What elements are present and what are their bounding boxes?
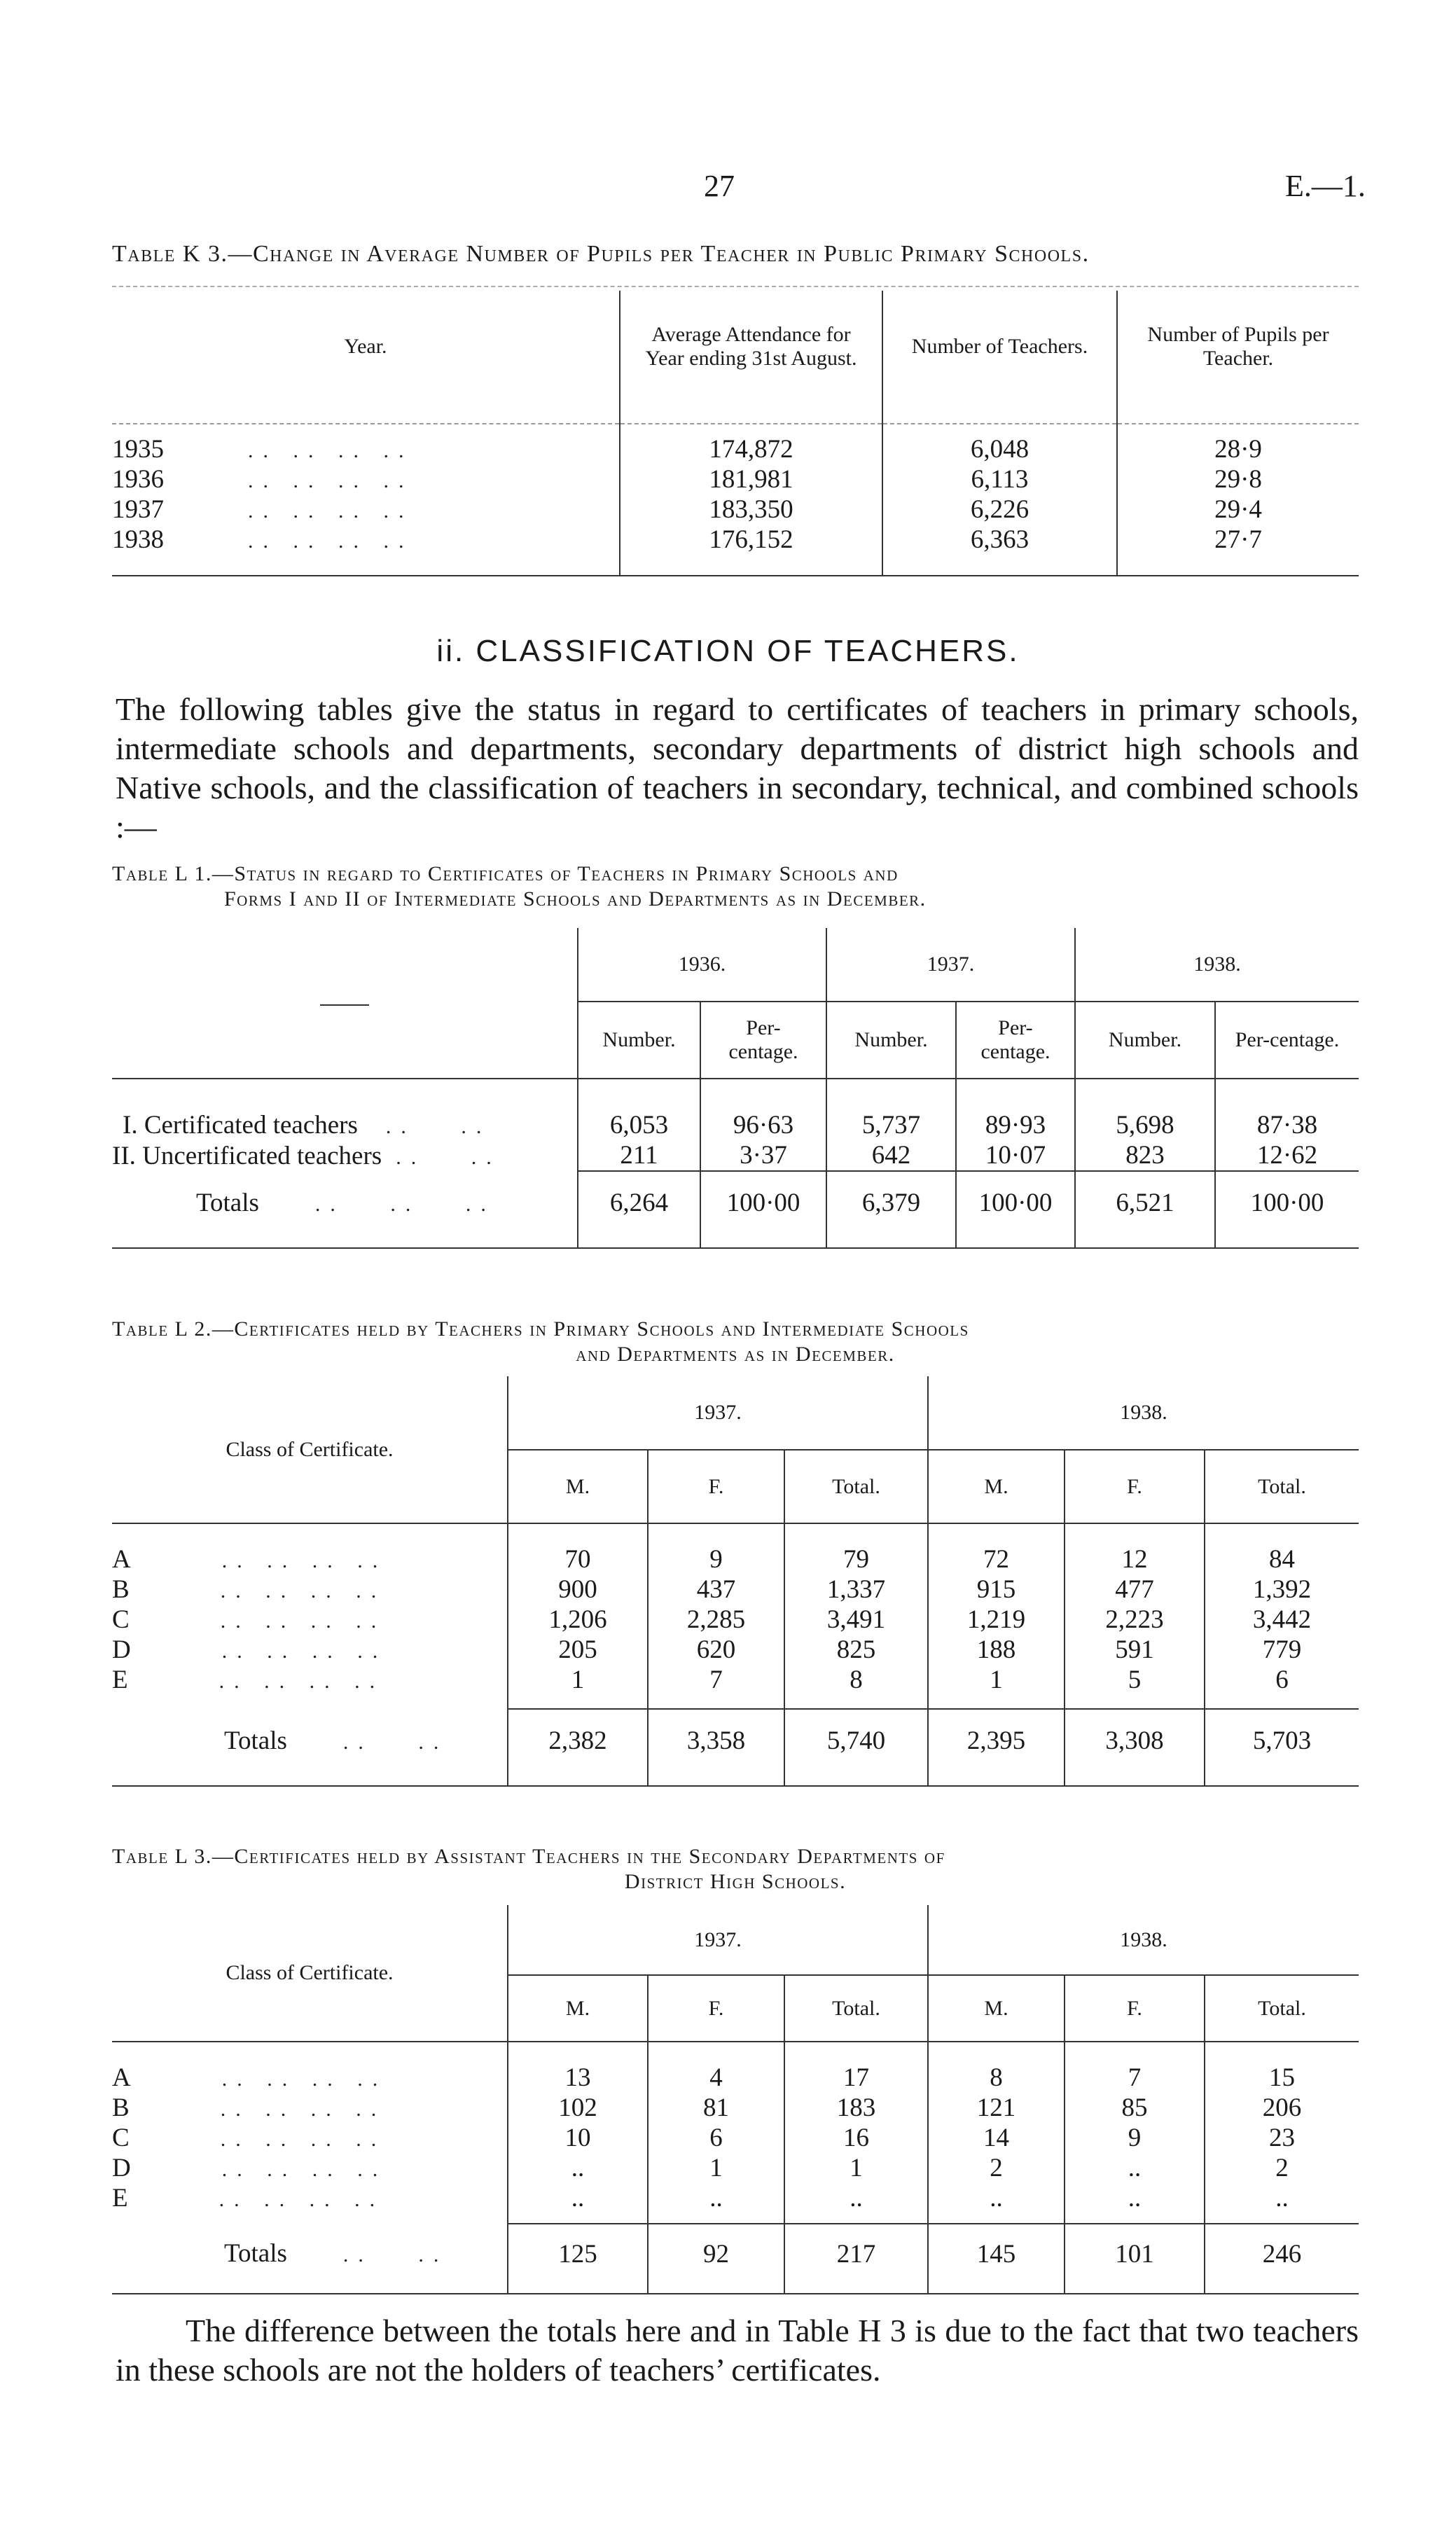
- certificate-class: E: [112, 1666, 128, 1694]
- table-l2-year-1938: 1938.: [928, 1376, 1359, 1450]
- leader-dots: .. .. .. ..: [220, 2098, 387, 2121]
- table-l1-year-1937: 1937.: [826, 928, 1075, 1002]
- value-cell: 7: [1065, 2063, 1205, 2093]
- section-paragraph: The following tables give the status in regard to certificates of teachers in primary schools, intermediate schools and departments, secondary departments of district high schools and Native schools, and the classification of teachers in secondary, technical, and combined schools :—: [116, 691, 1359, 845]
- value-cell: 477: [1065, 1574, 1205, 1605]
- value-cell: 79: [784, 1544, 928, 1574]
- value-cell: 4: [648, 2063, 784, 2093]
- value-cell: 5: [1065, 1665, 1205, 1695]
- value-cell: 81: [648, 2093, 784, 2123]
- value-cell: 1,219: [928, 1605, 1065, 1635]
- certificate-class: A: [112, 2063, 131, 2092]
- table-l3-year-1937: 1937.: [508, 1905, 928, 1975]
- value-cell: 23: [1205, 2123, 1359, 2153]
- leader-dots: .. .. .. ..: [221, 1549, 388, 1572]
- value-cell: 10: [508, 2123, 648, 2153]
- value-cell: 900: [508, 1574, 648, 1605]
- certificate-class: B: [112, 1575, 130, 1604]
- value-cell: 1,337: [784, 1574, 928, 1605]
- certificate-class: E: [112, 2184, 128, 2213]
- year-cell: 1936: [112, 465, 164, 494]
- total-cell: 100·00: [1215, 1171, 1359, 1234]
- value-cell: 779: [1205, 1635, 1359, 1665]
- subheader-total: Total.: [1205, 1450, 1359, 1523]
- teachers-cell: 6,363: [882, 525, 1117, 555]
- table-row: [112, 2123, 1359, 2153]
- leader-dots: .. .. .. ..: [220, 1579, 387, 1602]
- value-cell: 6: [648, 2123, 784, 2153]
- leader-dots: .. .. .. ..: [221, 2068, 388, 2091]
- teachers-cell: 6,113: [882, 464, 1117, 494]
- table-l3-year-1938: 1938.: [928, 1905, 1359, 1975]
- leader-dots: .. .. .. ..: [220, 1609, 387, 1633]
- page-number: 27: [704, 169, 735, 203]
- value-cell: ..: [508, 2153, 648, 2183]
- value-cell: 211: [578, 1140, 700, 1171]
- row-label: II. Uncertificated teachers: [112, 1141, 382, 1170]
- value-cell: 12·62: [1215, 1140, 1359, 1171]
- teachers-cell: 6,226: [882, 494, 1117, 525]
- table-k3-caption: Table K 3.—Change in Average Number of Pupils per Teacher in Public Primary Schools.: [112, 241, 1090, 267]
- value-cell: 2: [1205, 2153, 1359, 2183]
- subheader-m: M.: [928, 1450, 1065, 1523]
- table-k3-header-teachers: Number of Teachers.: [882, 291, 1117, 403]
- total-cell: 6,521: [1075, 1171, 1215, 1234]
- value-cell: 437: [648, 1574, 784, 1605]
- table-k3: [112, 291, 1359, 576]
- leader-dots: .. .. .. ..: [221, 1640, 388, 1663]
- certificate-class: C: [112, 2124, 130, 2152]
- table-row: [112, 2093, 1359, 2123]
- table-l3-caption-line2: District High Schools.: [624, 1870, 847, 1893]
- value-cell: ..: [1065, 2153, 1205, 2183]
- value-cell: 5,737: [826, 1110, 956, 1140]
- table-row: [112, 494, 1359, 525]
- value-cell: ..: [648, 2183, 784, 2213]
- value-cell: 1,206: [508, 1605, 648, 1635]
- value-cell: 87·38: [1215, 1110, 1359, 1140]
- subheader-total: Total.: [784, 1450, 928, 1523]
- table-l2-caption-line1: Table L 2.—Certificates held by Teachers in Primary Schools and Intermediate Schools: [112, 1317, 969, 1341]
- value-cell: 620: [648, 1635, 784, 1665]
- certificate-class: C: [112, 1605, 130, 1634]
- total-cell: 101: [1065, 2224, 1205, 2283]
- value-cell: 15: [1205, 2063, 1359, 2093]
- value-cell: 85: [1065, 2093, 1205, 2123]
- value-cell: 1: [648, 2153, 784, 2183]
- value-cell: 3·37: [700, 1140, 826, 1171]
- certificate-class: B: [112, 2093, 130, 2122]
- total-cell: 100·00: [700, 1171, 826, 1234]
- value-cell: 1: [508, 1665, 648, 1695]
- subheader-m: M.: [928, 1975, 1065, 2042]
- subheader-f: F.: [1065, 1450, 1205, 1523]
- footnote-paragraph: The difference between the totals here and in Table H 3 is due to the fact that two teachers in these schools are not the holders of teachers’ certificates.: [116, 2313, 1359, 2388]
- value-cell: 72: [928, 1544, 1065, 1574]
- year-cell: 1938: [112, 525, 164, 554]
- year-cell: 1935: [112, 435, 164, 464]
- value-cell: 1: [928, 1665, 1065, 1695]
- table-row: [112, 434, 1359, 464]
- class-of-certificate-header: Class of Certificate.: [226, 1437, 394, 1461]
- value-cell: 3,442: [1205, 1605, 1359, 1635]
- total-cell: 6,264: [578, 1171, 700, 1234]
- table-l1-year-1936: 1936.: [578, 928, 826, 1002]
- value-cell: 3,491: [784, 1605, 928, 1635]
- total-cell: 246: [1205, 2224, 1359, 2283]
- table-l2-year-1937: 1937.: [508, 1376, 928, 1450]
- leader-dots: .. .. .. ..: [219, 2188, 385, 2211]
- table-row: [112, 1574, 1359, 1605]
- total-cell: 217: [784, 2224, 928, 2283]
- leader-dots: .. .. .. ..: [248, 529, 414, 553]
- certificate-class: D: [112, 2154, 131, 2182]
- value-cell: 6,053: [578, 1110, 700, 1140]
- pupils-per-teacher-cell: 29·4: [1117, 494, 1359, 525]
- value-cell: 2,223: [1065, 1605, 1205, 1635]
- table-row: [112, 464, 1359, 494]
- leader-dots: .. .. .. ..: [248, 439, 414, 462]
- table-l3: [112, 1905, 1359, 2294]
- totals-label: Totals: [224, 1726, 287, 1755]
- subheader-m: M.: [508, 1975, 648, 2042]
- total-cell: 3,358: [648, 1709, 784, 1772]
- table-row: [112, 2063, 1359, 2093]
- total-cell: 5,703: [1205, 1709, 1359, 1772]
- value-cell: 9: [1065, 2123, 1205, 2153]
- totals-row: Totals .. .. 125 92 217 145 101 246: [112, 2224, 1359, 2283]
- class-of-certificate-header: Class of Certificate.: [226, 1961, 394, 1984]
- subheader-percentage: Per-centage.: [700, 1002, 826, 1079]
- totals-label: Totals: [224, 2239, 287, 2268]
- value-cell: 6: [1205, 1665, 1359, 1695]
- value-cell: 12: [1065, 1544, 1205, 1574]
- totals-row: Totals .. .. 2,382 3,358 5,740 2,395 3,308 5,703: [112, 1709, 1359, 1772]
- teachers-cell: 6,048: [882, 434, 1117, 464]
- table-l1-caption-line1: Table L 1.—Status in regard to Certificates of Teachers in Primary Schools and: [112, 862, 899, 885]
- value-cell: 823: [1075, 1140, 1215, 1171]
- value-cell: ..: [1065, 2183, 1205, 2213]
- value-cell: 206: [1205, 2093, 1359, 2123]
- leader-dots: .. .. .. ..: [220, 2128, 387, 2151]
- subheader-f: F.: [648, 1975, 784, 2042]
- leader-dots: .. .. .. ..: [219, 1670, 385, 1693]
- value-cell: ..: [508, 2183, 648, 2213]
- value-cell: 915: [928, 1574, 1065, 1605]
- value-cell: ..: [928, 2183, 1065, 2213]
- subheader-number: Number.: [826, 1002, 956, 1079]
- pupils-per-teacher-cell: 28·9: [1117, 434, 1359, 464]
- value-cell: 2: [928, 2153, 1065, 2183]
- table-l3-caption-line1: Table L 3.—Certificates held by Assistant Teachers in the Secondary Departments of: [112, 1845, 945, 1868]
- leader-dots: .. .. .. ..: [221, 2158, 388, 2181]
- leader-dots: .. .. .. ..: [248, 499, 414, 522]
- year-cell: 1937: [112, 495, 164, 524]
- value-cell: 7: [648, 1665, 784, 1695]
- total-cell: 92: [648, 2224, 784, 2283]
- value-cell: 84: [1205, 1544, 1359, 1574]
- attendance-cell: 181,981: [620, 464, 882, 494]
- value-cell: 183: [784, 2093, 928, 2123]
- attendance-cell: 174,872: [620, 434, 882, 464]
- totals-row: Totals .. .. .. 6,264 100·00 6,379 100·00 6,521 100·00: [112, 1171, 1359, 1234]
- subheader-total: Total.: [784, 1975, 928, 2042]
- stub-dash: [320, 1004, 369, 1006]
- value-cell: 188: [928, 1635, 1065, 1665]
- table-l1: [112, 928, 1359, 1249]
- subheader-number: Number.: [578, 1002, 700, 1079]
- table-row: [112, 2183, 1359, 2213]
- document-reference: E.—1.: [1285, 169, 1366, 203]
- attendance-cell: 183,350: [620, 494, 882, 525]
- value-cell: 16: [784, 2123, 928, 2153]
- value-cell: 17: [784, 2063, 928, 2093]
- value-cell: 70: [508, 1544, 648, 1574]
- certificate-class: A: [112, 1545, 131, 1574]
- value-cell: 591: [1065, 1635, 1205, 1665]
- subheader-number: Number.: [1075, 1002, 1215, 1079]
- table-k3-header-pupils-per-teacher: Number of Pupils per Teacher.: [1117, 291, 1359, 403]
- table-row: [112, 1605, 1359, 1635]
- value-cell: 102: [508, 2093, 648, 2123]
- value-cell: 121: [928, 2093, 1065, 2123]
- subheader-percentage: Per-centage.: [956, 1002, 1075, 1079]
- certificate-class: D: [112, 1635, 131, 1664]
- table-row: [112, 2153, 1359, 2183]
- table-row: I. Certificated teachers .. .. 6,053 96·63 5,737 89·93 5,698 87·38: [112, 1110, 1359, 1140]
- table-row: [112, 1665, 1359, 1695]
- total-cell: 100·00: [956, 1171, 1075, 1234]
- value-cell: 205: [508, 1635, 648, 1665]
- pupils-per-teacher-cell: 29·8: [1117, 464, 1359, 494]
- total-cell: 6,379: [826, 1171, 956, 1234]
- table-row: [112, 1544, 1359, 1574]
- value-cell: 10·07: [956, 1140, 1075, 1171]
- totals-label: Totals: [196, 1188, 259, 1217]
- value-cell: 9: [648, 1544, 784, 1574]
- value-cell: 825: [784, 1635, 928, 1665]
- total-cell: 125: [508, 2224, 648, 2283]
- row-label: I. Certificated teachers: [123, 1111, 358, 1140]
- total-cell: 3,308: [1065, 1709, 1205, 1772]
- section-heading: ii. CLASSIFICATION OF TEACHERS.: [436, 634, 1020, 668]
- table-l1-year-1938: 1938.: [1075, 928, 1359, 1002]
- subheader-total: Total.: [1205, 1975, 1359, 2042]
- value-cell: 1: [784, 2153, 928, 2183]
- value-cell: 96·63: [700, 1110, 826, 1140]
- value-cell: 642: [826, 1140, 956, 1171]
- total-cell: 2,395: [928, 1709, 1065, 1772]
- pupils-per-teacher-cell: 27·7: [1117, 525, 1359, 555]
- table-row: [112, 1635, 1359, 1665]
- table-k3-header-attendance: Average Attendance for Year ending 31st August.: [620, 291, 882, 403]
- value-cell: 1,392: [1205, 1574, 1359, 1605]
- table-l2: [112, 1376, 1359, 1787]
- value-cell: 8: [928, 2063, 1065, 2093]
- table-l1-caption-line2: Forms I and II of Intermediate Schools and Departments as in December.: [224, 887, 927, 911]
- leader-dots: .. .. .. ..: [248, 469, 414, 492]
- total-cell: 2,382: [508, 1709, 648, 1772]
- table-l2-caption-line2: and Departments as in December.: [576, 1343, 895, 1366]
- value-cell: 2,285: [648, 1605, 784, 1635]
- table-row: II. Uncertificated teachers .. .. 211 3·37 642 10·07 823 12·62: [112, 1140, 1359, 1171]
- value-cell: ..: [1205, 2183, 1359, 2213]
- total-cell: 5,740: [784, 1709, 928, 1772]
- table-k3-header-year: Year.: [344, 335, 387, 358]
- subheader-percentage: Per-centage.: [1215, 1002, 1359, 1079]
- total-cell: 145: [928, 2224, 1065, 2283]
- subheader-f: F.: [648, 1450, 784, 1523]
- value-cell: ..: [784, 2183, 928, 2213]
- value-cell: 5,698: [1075, 1110, 1215, 1140]
- subheader-m: M.: [508, 1450, 648, 1523]
- value-cell: 8: [784, 1665, 928, 1695]
- subheader-f: F.: [1065, 1975, 1205, 2042]
- value-cell: 14: [928, 2123, 1065, 2153]
- value-cell: 89·93: [956, 1110, 1075, 1140]
- attendance-cell: 176,152: [620, 525, 882, 555]
- value-cell: 13: [508, 2063, 648, 2093]
- table-row: [112, 525, 1359, 555]
